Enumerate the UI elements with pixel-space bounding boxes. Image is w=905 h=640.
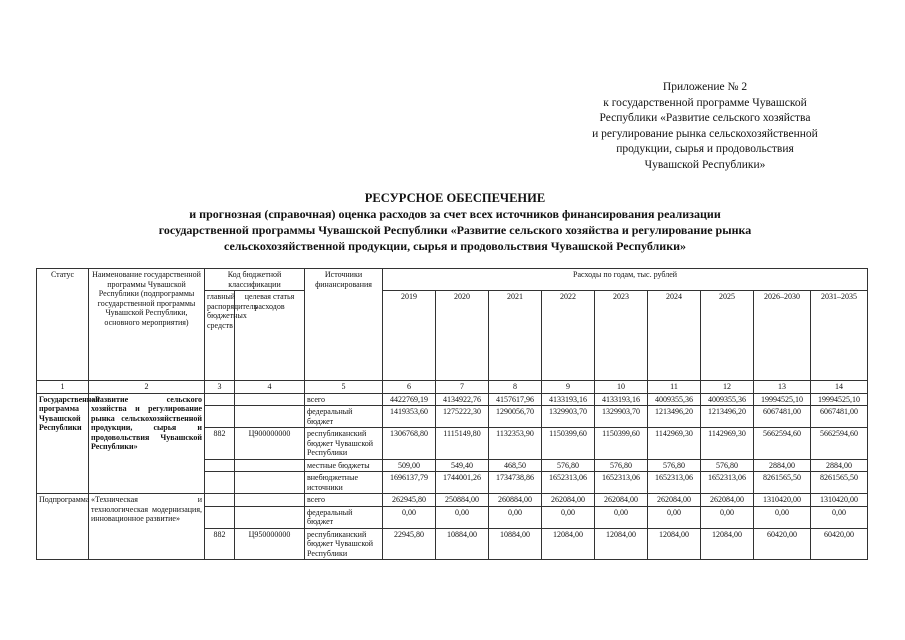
value-cell: 576,80	[542, 459, 595, 472]
appendix-line: и регулирование рынка сельскохозяйственной	[592, 127, 818, 140]
source-cell: республиканский бюджет Чувашской Республики	[305, 428, 383, 460]
value-cell: 576,80	[595, 459, 648, 472]
value-cell: 250884,00	[436, 494, 489, 507]
kcsr-cell	[235, 406, 305, 428]
value-cell: 10884,00	[489, 528, 542, 560]
document-title	[60, 190, 850, 254]
table-row	[37, 494, 868, 507]
title-line: сельскохозяйственной продукции, сырья и продовольствия Чувашской Республики»	[223, 239, 687, 253]
kcsr-cell	[235, 472, 305, 494]
grbs-cell	[205, 406, 235, 428]
value-cell: 1142969,30	[701, 428, 754, 460]
header-sources: Источники финансирования	[305, 269, 383, 381]
value-cell: 262084,00	[595, 494, 648, 507]
title-line: и прогнозная (справочная) оценка расходов за счет всех источников финансирования реализации	[189, 207, 721, 221]
value-cell: 0,00	[648, 506, 701, 528]
value-cell: 60420,00	[754, 528, 811, 560]
column-number: 2	[89, 381, 205, 394]
column-number: 14	[811, 381, 868, 394]
source-cell: местные бюджеты	[305, 459, 383, 472]
header-year: 2021	[489, 291, 542, 381]
value-cell: 262945,80	[383, 494, 436, 507]
source-cell: внебюджетные источники	[305, 472, 383, 494]
appendix-line: Приложение № 2	[662, 81, 748, 93]
value-cell: 12084,00	[648, 528, 701, 560]
value-cell: 0,00	[754, 506, 811, 528]
value-cell: 0,00	[436, 506, 489, 528]
value-cell: 0,00	[811, 506, 868, 528]
source-cell: федеральный бюджет	[305, 406, 383, 428]
value-cell: 1275222,30	[436, 406, 489, 428]
value-cell: 1132353,90	[489, 428, 542, 460]
row-name: «Техническая и технологическая модернизация, инновационное развитие»	[89, 494, 205, 560]
value-cell: 2884,00	[754, 459, 811, 472]
grbs-cell	[205, 393, 235, 406]
value-cell: 22945,80	[383, 528, 436, 560]
value-cell: 1652313,06	[648, 472, 701, 494]
value-cell: 4009355,36	[701, 393, 754, 406]
value-cell: 1652313,06	[542, 472, 595, 494]
value-cell: 1115149,80	[436, 428, 489, 460]
value-cell: 1150399,60	[542, 428, 595, 460]
column-number: 1	[37, 381, 89, 394]
appendix-line: к государственной программе Чувашской	[603, 96, 807, 109]
value-cell: 8261565,50	[754, 472, 811, 494]
header-expenses: Расходы по годам, тыс. рублей	[383, 269, 868, 291]
table-row	[37, 393, 868, 406]
header-name: Наименование государственной программы Чувашской Республики (подпрограммы государственной программы Чувашской Республики, основного мероприятия)	[89, 269, 205, 381]
value-cell: 6067481,00	[754, 406, 811, 428]
grbs-cell	[205, 472, 235, 494]
value-cell: 12084,00	[701, 528, 754, 560]
grbs-cell	[205, 506, 235, 528]
resource-table	[36, 268, 868, 560]
value-cell: 260884,00	[489, 494, 542, 507]
kcsr-cell	[235, 506, 305, 528]
row-status: Подпрограмма	[37, 494, 89, 560]
header-budget-code: Код бюджетной классификации	[205, 269, 305, 291]
value-cell: 1150399,60	[595, 428, 648, 460]
header-main-manager: главный распорядитель бюджетных средств	[205, 291, 235, 381]
value-cell: 1310420,00	[754, 494, 811, 507]
value-cell: 0,00	[542, 506, 595, 528]
header-year: 2020	[436, 291, 489, 381]
value-cell: 19994525,10	[811, 393, 868, 406]
header-target-item: целевая статья расходов	[235, 291, 305, 381]
source-cell: всего	[305, 494, 383, 507]
title-line: РЕСУРСНОЕ ОБЕСПЕЧЕНИЕ	[364, 191, 546, 205]
value-cell: 262084,00	[701, 494, 754, 507]
source-cell: всего	[305, 393, 383, 406]
column-number: 11	[648, 381, 701, 394]
value-cell: 4157617,96	[489, 393, 542, 406]
value-cell: 1306768,80	[383, 428, 436, 460]
value-cell: 0,00	[489, 506, 542, 528]
value-cell: 1734738,86	[489, 472, 542, 494]
kcsr-cell	[235, 393, 305, 406]
column-number: 10	[595, 381, 648, 394]
value-cell: 576,80	[701, 459, 754, 472]
header-year: 2019	[383, 291, 436, 381]
appendix-line: Республики «Развитие сельского хозяйства	[599, 112, 811, 124]
header-year: 2023	[595, 291, 648, 381]
value-cell: 12084,00	[542, 528, 595, 560]
value-cell: 1652313,06	[595, 472, 648, 494]
value-cell: 4133193,16	[595, 393, 648, 406]
kcsr-cell	[235, 459, 305, 472]
value-cell: 1419353,60	[383, 406, 436, 428]
header-year: 2025	[701, 291, 754, 381]
value-cell: 4009355,36	[648, 393, 701, 406]
value-cell: 1329903,70	[595, 406, 648, 428]
header-status: Статус	[37, 269, 89, 381]
header-row	[37, 269, 868, 291]
value-cell: 1213496,20	[648, 406, 701, 428]
appendix-line: Чувашской Республики»	[644, 158, 766, 171]
value-cell: 0,00	[383, 506, 436, 528]
value-cell: 4134922,76	[436, 393, 489, 406]
kcsr-cell	[235, 494, 305, 507]
value-cell: 0,00	[701, 506, 754, 528]
kcsr-cell: Ц900000000	[235, 428, 305, 460]
value-cell: 262084,00	[542, 494, 595, 507]
grbs-cell	[205, 494, 235, 507]
value-cell: 1213496,20	[701, 406, 754, 428]
kcsr-cell: Ц950000000	[235, 528, 305, 560]
grbs-cell	[205, 459, 235, 472]
value-cell: 509,00	[383, 459, 436, 472]
source-cell: республиканский бюджет Чувашской Республики	[305, 528, 383, 560]
value-cell: 5662594,60	[811, 428, 868, 460]
header-year: 2026–2030	[754, 291, 811, 381]
column-number: 6	[383, 381, 436, 394]
source-cell: федеральный бюджет	[305, 506, 383, 528]
value-cell: 12084,00	[595, 528, 648, 560]
value-cell: 576,80	[648, 459, 701, 472]
value-cell: 0,00	[595, 506, 648, 528]
value-cell: 1142969,30	[648, 428, 701, 460]
value-cell: 1290056,70	[489, 406, 542, 428]
column-number: 5	[305, 381, 383, 394]
header-year: 2022	[542, 291, 595, 381]
value-cell: 1744001,26	[436, 472, 489, 494]
value-cell: 4422769,19	[383, 393, 436, 406]
value-cell: 10884,00	[436, 528, 489, 560]
value-cell: 60420,00	[811, 528, 868, 560]
header-year: 2024	[648, 291, 701, 381]
column-number-row	[37, 381, 868, 394]
column-number: 13	[754, 381, 811, 394]
title-line: государственной программы Чувашской Республики «Развитие сельского хозяйства и регулирование рынка	[158, 223, 752, 237]
value-cell: 262084,00	[648, 494, 701, 507]
value-cell: 2884,00	[811, 459, 868, 472]
column-number: 9	[542, 381, 595, 394]
value-cell: 1696137,79	[383, 472, 436, 494]
value-cell: 549,40	[436, 459, 489, 472]
column-number: 3	[205, 381, 235, 394]
column-number: 12	[701, 381, 754, 394]
grbs-cell: 882	[205, 528, 235, 560]
row-status: Государственная программа Чувашской Республики	[37, 393, 89, 494]
value-cell: 4133193,16	[542, 393, 595, 406]
column-number: 7	[436, 381, 489, 394]
value-cell: 1329903,70	[542, 406, 595, 428]
value-cell: 5662594,60	[754, 428, 811, 460]
value-cell: 1652313,06	[701, 472, 754, 494]
row-name: «Развитие сельского хозяйства и регулирование рынка сельскохозяйственной продукции, сырья и продовольствия Чувашской Республики»	[89, 393, 205, 494]
header-year: 2031–2035	[811, 291, 868, 381]
appendix-heading	[540, 80, 870, 173]
column-number: 4	[235, 381, 305, 394]
value-cell: 468,50	[489, 459, 542, 472]
appendix-line: продукции, сырья и продовольствия	[616, 143, 794, 155]
value-cell: 6067481,00	[811, 406, 868, 428]
column-number: 8	[489, 381, 542, 394]
value-cell: 8261565,50	[811, 472, 868, 494]
value-cell: 1310420,00	[811, 494, 868, 507]
grbs-cell: 882	[205, 428, 235, 460]
value-cell: 19994525,10	[754, 393, 811, 406]
